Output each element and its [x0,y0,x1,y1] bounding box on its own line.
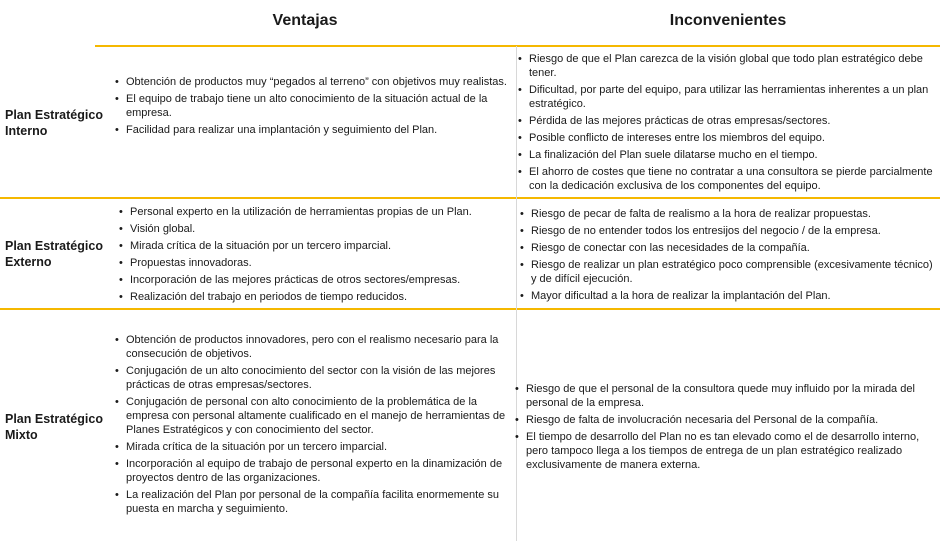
list-item: • Conjugación de un alto conocimiento del sector con la visión de las mejores prácticas de otras empresas/sectores. [114,364,512,392]
list-item: • La realización del Plan por personal de la compañía facilita enormemente su puesta en marcha y seguimiento. [114,488,512,516]
list-item: • Riesgo de que el Plan carezca de la visión global que todo plan estratégico debe tener. [517,52,933,80]
row-label-externo [5,238,113,270]
ventajas-interno [114,75,510,140]
row-divider-1 [0,197,940,199]
row-label-line1: Plan Estratégico [5,239,103,253]
list-item: • Mirada crítica de la situación por un tercero imparcial. [114,440,512,454]
bullet-list [114,75,510,137]
row-label-interno [5,107,113,139]
list-item: • El ahorro de costes que tiene no contratar a una consultora se pierde parcialmente con la dedicación exclusiva de los componentes del equipo. [517,165,933,193]
list-item: • Personal experto en la utilización de herramientas propias de un Plan. [118,205,514,219]
row-label-mixto [5,411,113,443]
list-item: • Dificultad, por parte del equipo, para utilizar las herramientas inherentes a un plan estratégico. [517,83,933,111]
inconvenientes-mixto [514,382,934,475]
row-divider-2 [0,308,940,310]
list-item: • Riesgo de conectar con las necesidades de la compañía. [519,241,935,255]
list-item: • Incorporación al equipo de trabajo de personal experto en la dinamización de proyectos dentro de las organizaciones. [114,457,512,485]
list-item: • Facilidad para realizar una implantación y seguimiento del Plan. [114,123,510,137]
row-label-line1: Plan Estratégico [5,412,103,426]
ventajas-mixto [114,333,512,519]
bullet-list [118,205,514,304]
list-item: • Riesgo de que el personal de la consultora quede muy influido por la mirada del personal de la empresa. [514,382,934,410]
list-item: • Riesgo de pecar de falta de realismo a la hora de realizar propuestas. [519,207,935,221]
ventajas-externo [118,205,514,307]
list-item: • Pérdida de las mejores prácticas de otras empresas/sectores. [517,114,933,128]
list-item: • Incorporación de las mejores prácticas de otros sectores/empresas. [118,273,514,287]
bullet-list [517,52,933,193]
list-item: • Mirada crítica de la situación por un tercero imparcial. [118,239,514,253]
list-item: • El tiempo de desarrollo del Plan no es tan elevado como el de desarrollo interno, pero tampoco llega a los tiempos de entrega de un plan estratégico realizado exclusivamente de manera externa. [514,430,934,472]
list-item: • Obtención de productos innovadores, pero con el realismo necesario para la consecución de objetivos. [114,333,512,361]
list-item: • Riesgo de realizar un plan estratégico poco comprensible (excesivamente técnico) y de difícil ejecución. [519,258,935,286]
header-ventajas: Ventajas [272,12,338,29]
list-item: • Conjugación de personal con alto conocimiento de la problemática de la empresa con personal altamente cualificado en el manejo de herramientas de Planes Estratégicos y con conocimiento del sector. [114,395,512,437]
header-divider [95,45,940,47]
row-label-line1: Plan Estratégico [5,108,103,122]
list-item: • Visión global. [118,222,514,236]
list-item: • Riesgo de falta de involucración necesaria del Personal de la compañía. [514,413,934,427]
list-item: • La finalización del Plan suele dilatarse mucho en el tiempo. [517,148,933,162]
list-item: • El equipo de trabajo tiene un alto conocimiento de la situación actual de la empresa. [114,92,510,120]
list-item: • Riesgo de no entender todos los entresijos del negocio / de la empresa. [519,224,935,238]
bullet-list [514,382,934,472]
row-label-line2: Interno [5,124,48,138]
row-label-line2: Mixto [5,428,38,442]
bullet-list [519,207,935,303]
row-label-line2: Externo [5,255,52,269]
inconvenientes-interno [517,52,933,196]
list-item: • Mayor dificultad a la hora de realizar la implantación del Plan. [519,289,935,303]
list-item: • Realización del trabajo en periodos de tiempo reducidos. [118,290,514,304]
bullet-list [114,333,512,516]
list-item: • Obtención de productos muy “pegados al terreno” con objetivos muy realistas. [114,75,510,89]
inconvenientes-externo [519,207,935,306]
list-item: • Posible conflicto de intereses entre los miembros del equipo. [517,131,933,145]
list-item: • Propuestas innovadoras. [118,256,514,270]
header-inconvenientes: Inconvenientes [669,12,787,29]
